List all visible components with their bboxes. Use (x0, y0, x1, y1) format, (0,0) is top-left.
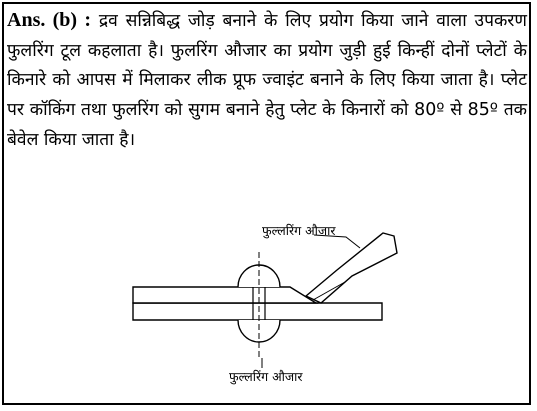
answer-label: Ans. (b) : (7, 9, 92, 31)
upper-plate (133, 287, 316, 303)
lower-plate (133, 303, 382, 320)
answer-text: द्रव सन्निबिद्ध जोड़ बनाने के लिए प्रयोग किया जाने वाला उपकरण फुलरिंग टूल कहलाता है। फुलरिंग औजार का प्रयोग जुड़ी हुई किन्हीं दोनों प्लेटों के किनारे को आपस में मिलाकर लीक प्रूफ ज्वाइंट बनाने के लिए किया जाता है। प्लेट पर कॉकिंग तथा फुलरिंग को सुगम बनाने हेतु प्लेट के किनारों को 80º से 85º तक बेवेल किया जाता है। (7, 11, 527, 150)
tool-label-bottom: फुल्लरिंग औजार (229, 369, 303, 384)
fullering-tool (306, 233, 397, 303)
tool-label-top: फुल्लरिंग औजार (262, 223, 336, 238)
